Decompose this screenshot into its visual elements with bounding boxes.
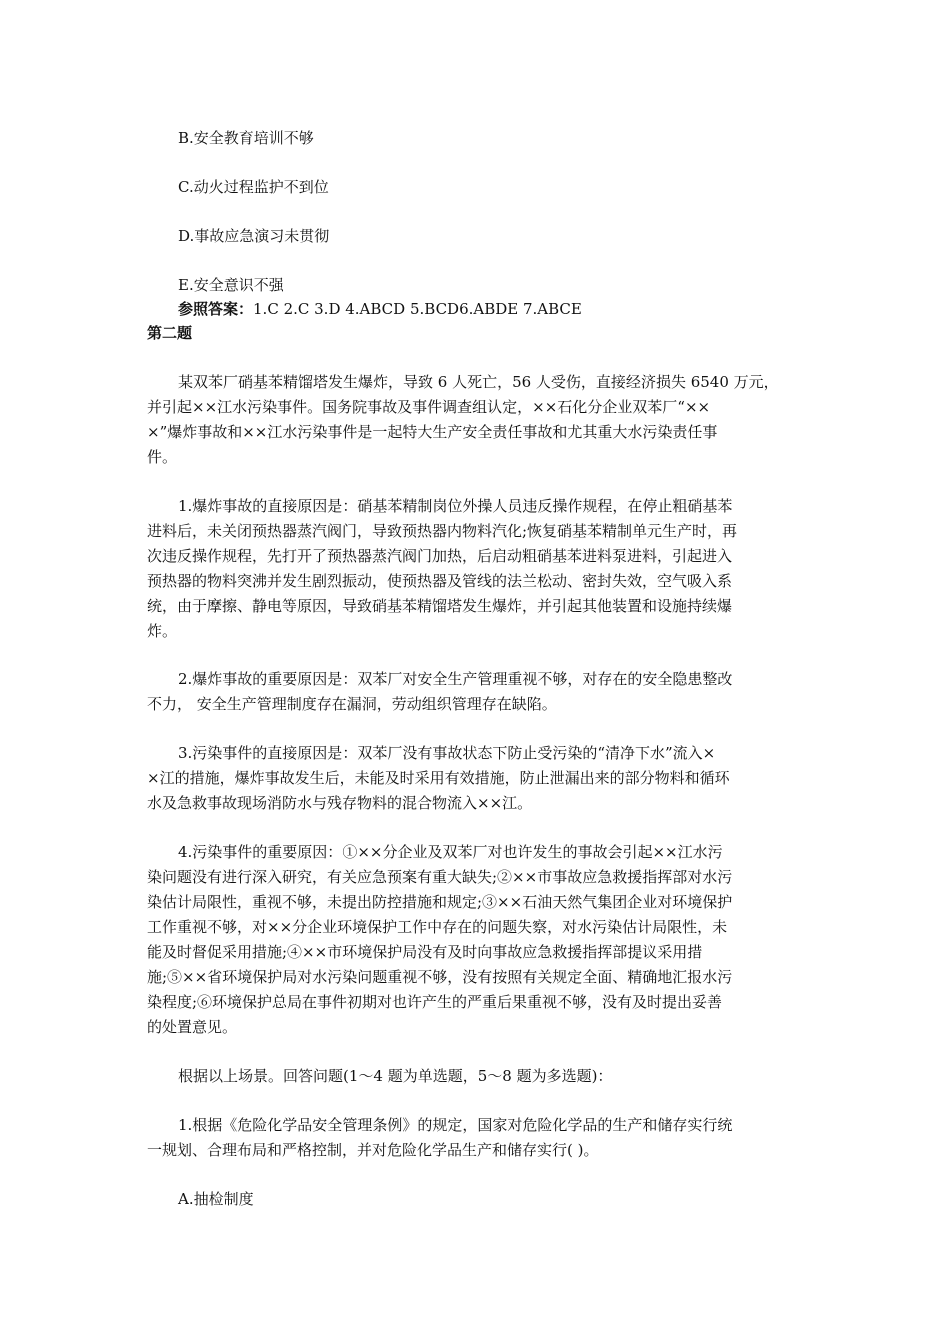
cause4-line: 染估计局限性，重视不够，未提出防控措施和规定;③××石油天然气集团企业对环境保护 <box>147 893 733 911</box>
cause4-line: 染程度;⑥环境保护总局在事件初期对也许产生的严重后果重视不够，没有及时提出妥善 <box>147 993 723 1011</box>
option-c: C.动火过程监护不到位 <box>178 178 329 196</box>
cause1-line: 预热器的物料突沸并发生剧烈振动，使预热器及管线的法兰松动、密封失效，空气吸入系 <box>147 572 733 590</box>
answer-key <box>178 299 582 319</box>
cause4-line: 施;⑤××省环境保护局对水污染问题重视不够，没有按照有关规定全面、精确地汇报水污 <box>147 968 733 986</box>
section-heading: 第二题 <box>147 324 193 342</box>
cause1-line: 次违反操作规程，先打开了预热器蒸汽阀门加热，后启动粗硝基苯进料泵进料，引起进入 <box>147 547 733 565</box>
question1-line: 1.根据《危险化学品安全管理条例》的规定，国家对危险化学品的生产和储存实行统 <box>178 1116 733 1134</box>
cause4-line: 的处置意见。 <box>147 1018 238 1036</box>
intro-line: 件。 <box>147 448 178 466</box>
cause1-line: 进料后，未关闭预热器蒸汽阀门，导致预热器内物料汽化;恢复硝基苯精制单元生产时，再 <box>147 522 738 540</box>
cause3-line: 3.污染事件的直接原因是：双苯厂没有事故状态下防止受污染的“清净下水”流入× <box>178 744 716 762</box>
question1-option-a: A.抽检制度 <box>178 1190 254 1208</box>
cause2-line: 2.爆炸事故的重要原因是：双苯厂对安全生产管理重视不够，对存在的安全隐患整改 <box>178 670 733 688</box>
intro-line: ×”爆炸事故和××江水污染事件是一起特大生产安全责任事故和尤其重大水污染责任事 <box>147 423 718 441</box>
cause4-line: 能及时督促采用措施;④××市环境保护局没有及时向事故应急救援指挥部提议采用措 <box>147 943 703 961</box>
intro-line: 并引起××江水污染事件。国务院事故及事件调查组认定，××石化分企业双苯厂“×× <box>147 398 711 416</box>
answer-label: 参照答案： <box>178 300 254 318</box>
cause4-line: 工作重视不够，对××分企业环境保护工作中存在的问题失察，对水污染估计局限性，未 <box>147 918 728 936</box>
cause4-line: 染问题没有进行深入研究，有关应急预案有重大缺失;②××市事故应急救援指挥部对水污 <box>147 868 733 886</box>
cause3-line: ×江的措施，爆炸事故发生后，未能及时采用有效措施，防止泄漏出来的部分物料和循环 <box>147 769 730 787</box>
option-b: B.安全教育培训不够 <box>178 129 314 147</box>
option-d: D.事故应急演习未贯彻 <box>178 227 330 245</box>
answer-value: 1.C 2.C 3.D 4.ABCD 5.BCD6.ABDE 7.ABCE <box>253 300 582 318</box>
cause1-line: 1.爆炸事故的直接原因是：硝基苯精制岗位外操人员违反操作规程，在停止粗硝基苯 <box>178 497 733 515</box>
cause3-line: 水及急救事故现场消防水与残存物料的混合物流入××江。 <box>147 794 533 812</box>
intro-line: 某双苯厂硝基苯精馏塔发生爆炸，导致 6 人死亡，56 人受伤，直接经济损失 6540 万元， <box>178 373 779 391</box>
option-e: E.安全意识不强 <box>178 276 284 294</box>
question-prompt: 根据以上场景。回答问题(1～4 题为单选题，5～8 题为多选题)： <box>178 1067 613 1085</box>
cause2-line: 不力， 安全生产管理制度存在漏洞，劳动组织管理存在缺陷。 <box>147 695 557 713</box>
question1-line: 一规划、合理布局和严格控制，并对危险化学品生产和储存实行( )。 <box>147 1141 599 1159</box>
cause1-line: 统，由于摩擦、静电等原因，导致硝基苯精馏塔发生爆炸，并引起其他装置和设施持续爆 <box>147 597 733 615</box>
cause1-line: 炸。 <box>147 622 178 640</box>
cause4-line: 4.污染事件的重要原因：①××分企业及双苯厂对也许发生的事故会引起××江水污 <box>178 843 723 861</box>
